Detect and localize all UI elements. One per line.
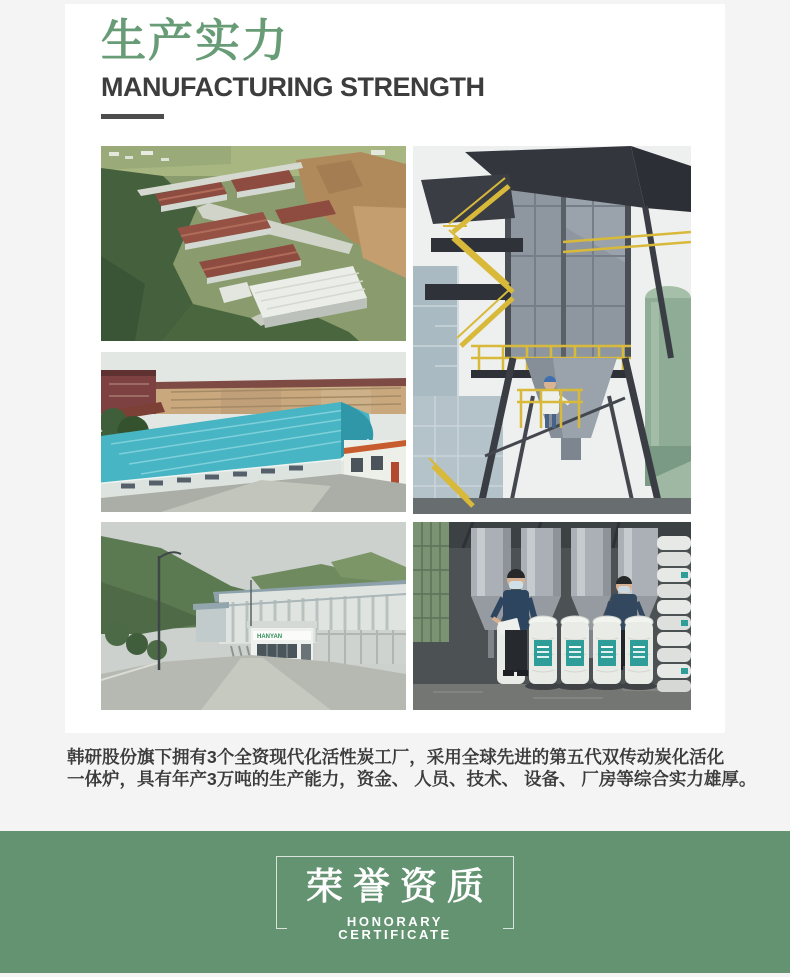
certificate-title-cn: 荣誉资质	[306, 866, 494, 907]
left-dash	[276, 928, 287, 929]
right-dash	[503, 928, 514, 929]
factory-photo-grid	[101, 146, 691, 710]
gate-sign-text: HANYAN	[257, 634, 283, 640]
photo-blue-roof-workshop	[101, 352, 406, 512]
photo-aerial-industrial-park	[101, 146, 406, 341]
certificate-title-en: HONORARY CERTIFICATE	[338, 914, 452, 942]
bagging-workshop-image	[413, 522, 691, 710]
honorary-certificate-banner	[0, 831, 790, 973]
section-title-en: MANUFACTURING STRENGTH	[101, 72, 485, 102]
description-line-2: 一体炉，具有年产3万吨的生产能力，资金、 人员、技术、 设备、 厂房等综合实力雄厚。	[67, 769, 757, 789]
furnace-tower-image	[413, 146, 691, 514]
title-underline-bar	[101, 114, 164, 119]
photo-carbonization-furnace-tower	[413, 146, 691, 514]
aerial-industrial-park-image	[101, 146, 406, 341]
company-description	[64, 746, 757, 790]
factory-gate-road-image	[101, 522, 406, 710]
photo-column-right	[413, 146, 691, 710]
certificate-title-en-row	[276, 915, 514, 941]
section-title-cn: 生产实力	[101, 15, 290, 66]
certificate-title-box	[276, 856, 514, 942]
photo-bagging-workshop	[413, 522, 691, 710]
description-line-1: 韩研股份旗下拥有3个全资现代化活性炭工厂，采用全球先进的第五代双传动炭化活化	[67, 747, 725, 767]
photo-factory-gate-road	[101, 522, 406, 710]
photo-column-left	[101, 146, 406, 710]
manufacturing-strength-section	[65, 4, 725, 733]
page	[0, 4, 790, 977]
blue-roof-workshop-image	[101, 352, 406, 512]
